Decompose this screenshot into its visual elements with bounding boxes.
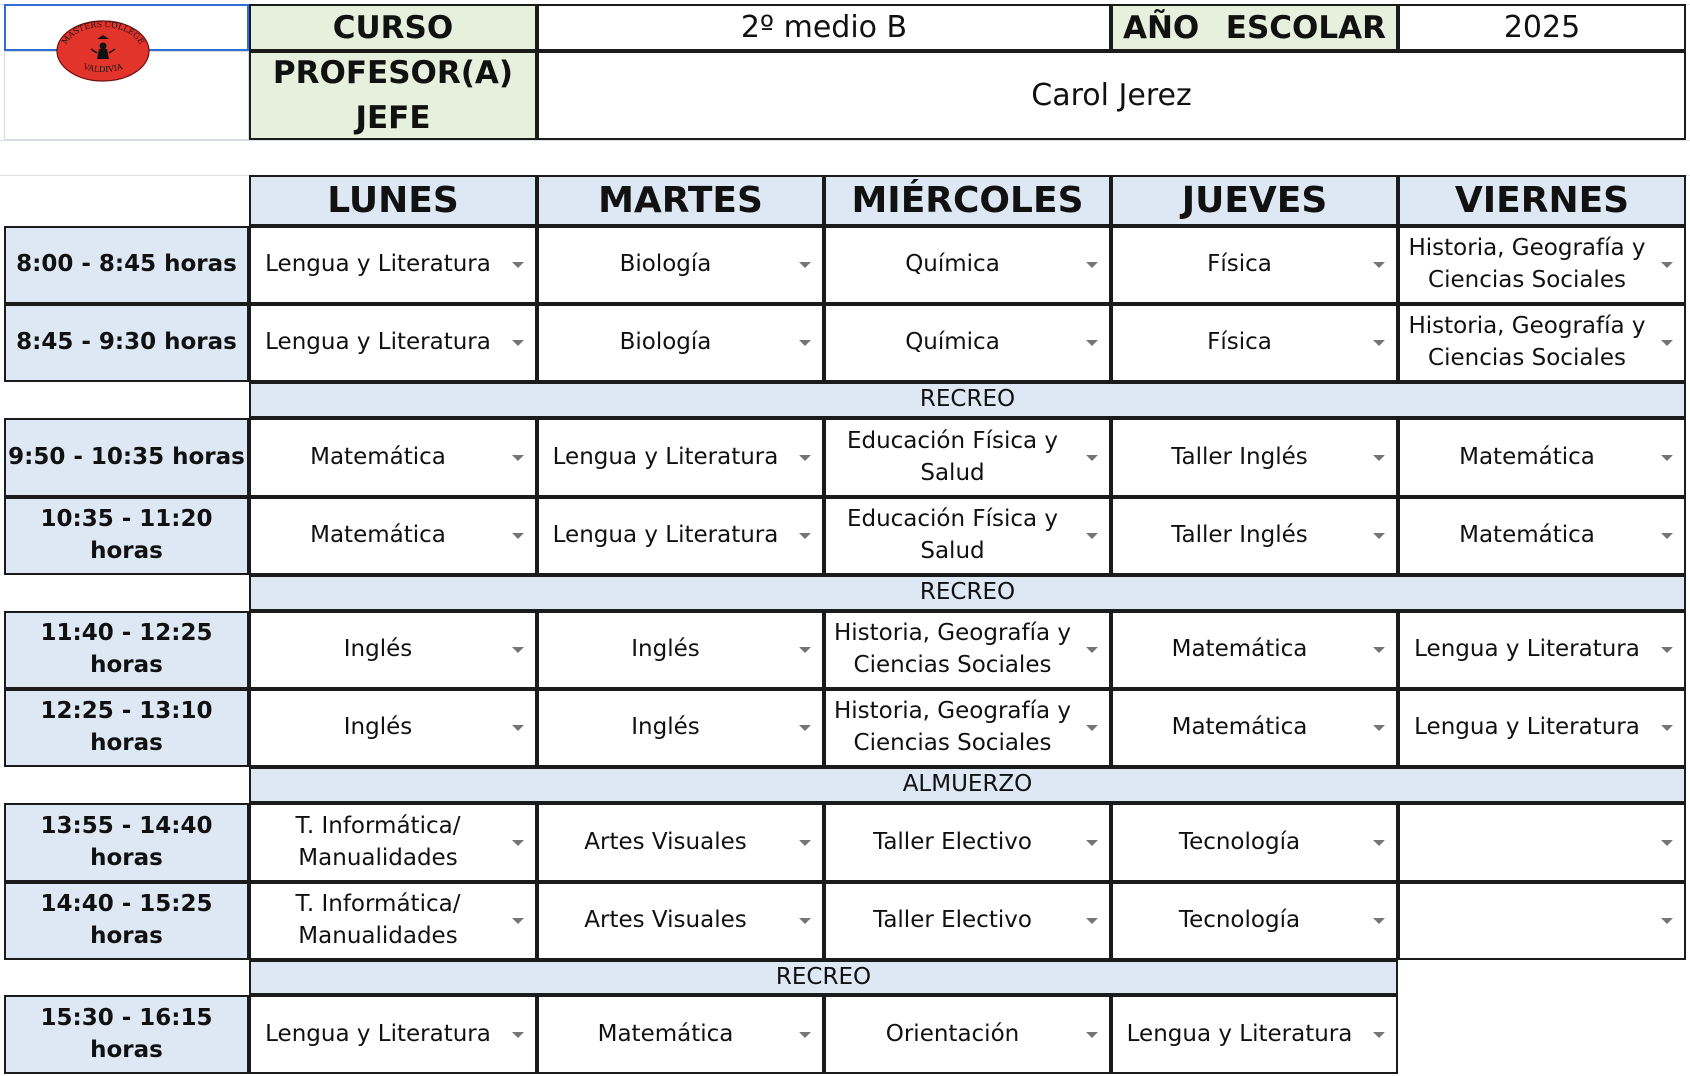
dropdown-arrow-icon[interactable] (512, 647, 524, 653)
subject-cell[interactable] (1111, 418, 1398, 497)
dropdown-arrow-icon[interactable] (1086, 262, 1098, 268)
dropdown-arrow-icon[interactable] (799, 1032, 811, 1038)
curso-value-text: 2º medio B (740, 9, 908, 45)
time-slot (4, 304, 249, 382)
dropdown-arrow-icon[interactable] (512, 1032, 524, 1038)
subject-cell[interactable] (249, 226, 537, 304)
dropdown-arrow-icon[interactable] (799, 262, 811, 268)
subject-cell[interactable] (249, 611, 537, 689)
day-header-text: JUEVES (1181, 179, 1328, 221)
dropdown-arrow-icon[interactable] (1661, 533, 1673, 539)
dropdown-arrow-icon[interactable] (1373, 533, 1385, 539)
subject-text: Matemática (310, 522, 446, 549)
day-header-text: LUNES (327, 179, 459, 221)
subject-text: Matemática (1171, 714, 1308, 741)
logo-text-top: MASTERS COLLEGE (60, 19, 146, 46)
ano-value[interactable] (1398, 4, 1686, 51)
subject-cell[interactable] (537, 226, 824, 304)
curso-label-text: CURSO (332, 9, 454, 46)
dropdown-arrow-icon[interactable] (1661, 455, 1673, 461)
dropdown-arrow-icon[interactable] (799, 340, 811, 346)
day-header-text: MARTES (598, 179, 763, 221)
time-slot (4, 418, 249, 497)
time-slot (4, 882, 249, 960)
break-row (249, 575, 1686, 611)
subject-cell[interactable] (1398, 226, 1686, 304)
subject-text: Tecnología (1178, 907, 1301, 934)
subject-cell[interactable] (824, 226, 1111, 304)
time-slot-text: 14:40 - 15:25 horas (40, 891, 213, 949)
subject-cell[interactable] (1398, 882, 1686, 960)
day-header-martes (537, 175, 824, 226)
time-slot-text: 13:55 - 14:40 horas (40, 812, 213, 871)
subject-cell[interactable] (1111, 995, 1398, 1074)
subject-text: Matemática (1459, 522, 1595, 549)
subject-cell[interactable] (537, 689, 824, 767)
dropdown-arrow-icon[interactable] (512, 533, 524, 539)
subject-cell[interactable] (824, 497, 1111, 575)
time-slot (4, 689, 249, 767)
subject-cell[interactable] (824, 803, 1111, 882)
subject-text: Historia, Geografía y Ciencias Sociales (833, 620, 1072, 678)
subject-cell[interactable] (537, 995, 824, 1074)
dropdown-arrow-icon[interactable] (1086, 840, 1098, 846)
dropdown-arrow-icon[interactable] (1661, 725, 1673, 731)
day-header-miercoles (824, 175, 1111, 226)
subject-cell[interactable] (824, 882, 1111, 960)
dropdown-arrow-icon[interactable] (1373, 840, 1385, 846)
subject-cell[interactable] (249, 304, 537, 382)
break-label: RECREO (919, 386, 1016, 413)
subject-text: Orientación (885, 1020, 1020, 1047)
break-label: RECREO (775, 963, 872, 990)
subject-text: Taller Inglés (1171, 443, 1308, 470)
subject-cell[interactable] (1111, 611, 1398, 689)
subject-cell[interactable] (1111, 226, 1398, 304)
subject-text: Inglés (631, 714, 700, 741)
gridline (0, 140, 1690, 141)
subject-text: Educación Física y Salud (846, 427, 1059, 486)
subject-text: Taller Electivo (873, 907, 1032, 934)
subject-text: Matemática (597, 1020, 734, 1047)
time-slot (4, 226, 249, 304)
dropdown-arrow-icon[interactable] (1086, 533, 1098, 539)
dropdown-arrow-icon[interactable] (1086, 340, 1098, 346)
time-slot-text: 10:35 - 11:20 horas (40, 506, 213, 564)
subject-cell[interactable] (824, 611, 1111, 689)
day-header-text: VIERNES (1454, 179, 1630, 221)
break-label: ALMUERZO (902, 771, 1033, 798)
subject-cell[interactable] (249, 418, 537, 497)
subject-cell[interactable] (1111, 497, 1398, 575)
dropdown-arrow-icon[interactable] (799, 455, 811, 461)
subject-cell[interactable] (1398, 803, 1686, 882)
profesor-value-text: Carol Jerez (1031, 77, 1192, 113)
subject-text: Química (905, 251, 1000, 278)
subject-cell[interactable] (1111, 882, 1398, 960)
school-logo (55, 19, 151, 83)
subject-text: Inglés (631, 636, 700, 663)
dropdown-arrow-icon[interactable] (1086, 725, 1098, 731)
dropdown-arrow-icon[interactable] (512, 725, 524, 731)
subject-cell[interactable] (1398, 304, 1686, 382)
dropdown-arrow-icon[interactable] (799, 725, 811, 731)
subject-cell[interactable] (537, 882, 824, 960)
subject-cell[interactable] (1111, 689, 1398, 767)
dropdown-arrow-icon[interactable] (1373, 455, 1385, 461)
day-header-viernes (1398, 175, 1686, 226)
time-slot (4, 611, 249, 689)
subject-cell[interactable] (537, 418, 824, 497)
ano-escolar-label (1111, 4, 1398, 51)
subject-cell[interactable] (1398, 689, 1686, 767)
subject-cell[interactable] (249, 497, 537, 575)
subject-text: Taller Inglés (1171, 522, 1308, 549)
time-slot-text: 8:00 - 8:45 horas (16, 251, 237, 278)
dropdown-arrow-icon[interactable] (1086, 918, 1098, 924)
subject-text: Tecnología (1178, 828, 1301, 855)
dropdown-arrow-icon[interactable] (1661, 340, 1673, 346)
subject-cell[interactable] (1398, 611, 1686, 689)
subject-text: Taller Electivo (873, 828, 1032, 855)
subject-text: Matemática (1459, 443, 1595, 470)
logo-area (4, 19, 249, 140)
subject-text: Inglés (343, 636, 413, 663)
break-row (249, 382, 1686, 418)
subject-cell[interactable] (1111, 803, 1398, 882)
subject-text: Historia, Geografía y Ciencias Sociales (833, 698, 1072, 756)
subject-text: Educación Física y Salud (846, 506, 1059, 564)
subject-cell[interactable] (537, 803, 824, 882)
subject-cell[interactable] (249, 689, 537, 767)
subject-text: Matemática (310, 443, 446, 470)
dropdown-arrow-icon[interactable] (1086, 647, 1098, 653)
subject-cell[interactable] (249, 882, 537, 960)
subject-text: Lengua y Literatura (552, 443, 779, 470)
subject-cell[interactable] (1398, 497, 1686, 575)
subject-text: Historia, Geografía y Ciencias Sociales (1408, 313, 1646, 371)
logo-text-bottom: VALDIVIA (82, 62, 124, 75)
subject-text: Física (1207, 251, 1272, 278)
subject-text: Matemática (1171, 636, 1308, 663)
subject-text: Biología (619, 251, 712, 278)
dropdown-arrow-icon[interactable] (799, 840, 811, 846)
subject-text: Inglés (343, 714, 413, 741)
subject-text: Artes Visuales (584, 828, 747, 855)
dropdown-arrow-icon[interactable] (1661, 262, 1673, 268)
subject-cell[interactable] (824, 418, 1111, 497)
subject-text: Física (1207, 329, 1272, 356)
profesor-label (249, 51, 537, 140)
subject-cell[interactable] (249, 995, 537, 1074)
dropdown-arrow-icon[interactable] (512, 340, 524, 346)
profesor-label-text: PROFESOR(A) JEFE (272, 55, 514, 136)
escolar-label-text: ESCOLAR (1225, 9, 1386, 46)
dropdown-arrow-icon[interactable] (1373, 1032, 1385, 1038)
dropdown-arrow-icon[interactable] (1373, 647, 1385, 653)
time-slot (4, 497, 249, 575)
subject-text: T. Informática/ Manualidades (295, 812, 461, 871)
dropdown-arrow-icon[interactable] (1373, 340, 1385, 346)
dropdown-arrow-icon[interactable] (1661, 918, 1673, 924)
subject-cell[interactable] (1398, 418, 1686, 497)
dropdown-arrow-icon[interactable] (799, 647, 811, 653)
dropdown-arrow-icon[interactable] (512, 918, 524, 924)
time-slot (4, 995, 249, 1074)
curso-value[interactable] (537, 4, 1111, 51)
subject-text: Lengua y Literatura (1414, 636, 1640, 663)
dropdown-arrow-icon[interactable] (1086, 1032, 1098, 1038)
dropdown-arrow-icon[interactable] (512, 840, 524, 846)
ano-value-text: 2025 (1503, 9, 1581, 45)
subject-text: Lengua y Literatura (265, 329, 491, 356)
time-slot-text: 8:45 - 9:30 horas (16, 329, 237, 356)
dropdown-arrow-icon[interactable] (1661, 840, 1673, 846)
break-row (249, 767, 1686, 803)
time-slot (4, 803, 249, 882)
dropdown-arrow-icon[interactable] (1373, 918, 1385, 924)
subject-text: Artes Visuales (584, 907, 747, 934)
day-header-text: MIÉRCOLES (851, 179, 1084, 221)
dropdown-arrow-icon[interactable] (799, 533, 811, 539)
dropdown-arrow-icon[interactable] (512, 262, 524, 268)
break-row (249, 960, 1398, 995)
subject-text: Química (905, 329, 1000, 356)
dropdown-arrow-icon[interactable] (1086, 455, 1098, 461)
time-slot-text: 12:25 - 13:10 horas (40, 698, 213, 756)
dropdown-arrow-icon[interactable] (512, 455, 524, 461)
day-header-lunes (249, 175, 537, 226)
subject-cell[interactable] (1111, 304, 1398, 382)
dropdown-arrow-icon[interactable] (1373, 262, 1385, 268)
subject-text: Lengua y Literatura (552, 522, 779, 549)
subject-cell[interactable] (824, 304, 1111, 382)
profesor-value[interactable] (537, 51, 1686, 140)
subject-cell[interactable] (537, 497, 824, 575)
dropdown-arrow-icon[interactable] (1661, 647, 1673, 653)
subject-cell[interactable] (824, 689, 1111, 767)
subject-text: T. Informática/ Manualidades (295, 891, 461, 949)
subject-text: Biología (619, 329, 712, 356)
subject-cell[interactable] (249, 803, 537, 882)
time-slot-text: 9:50 - 10:35 horas (8, 443, 245, 470)
day-header-jueves (1111, 175, 1398, 226)
subject-text: Lengua y Literatura (265, 1020, 491, 1047)
subject-cell[interactable] (824, 995, 1111, 1074)
subject-text: Lengua y Literatura (1414, 714, 1640, 741)
break-label: RECREO (919, 579, 1016, 606)
subject-text: Lengua y Literatura (1126, 1020, 1353, 1047)
subject-text: Historia, Geografía y Ciencias Sociales (1408, 235, 1646, 293)
dropdown-arrow-icon[interactable] (1373, 725, 1385, 731)
dropdown-arrow-icon[interactable] (799, 918, 811, 924)
subject-text: Lengua y Literatura (265, 251, 491, 278)
subject-cell[interactable] (537, 304, 824, 382)
time-slot-text: 15:30 - 16:15 horas (40, 1004, 213, 1063)
subject-cell[interactable] (537, 611, 824, 689)
time-slot-text: 11:40 - 12:25 horas (40, 620, 213, 678)
ano-label-text: AÑO (1123, 9, 1200, 46)
curso-label (249, 4, 537, 51)
